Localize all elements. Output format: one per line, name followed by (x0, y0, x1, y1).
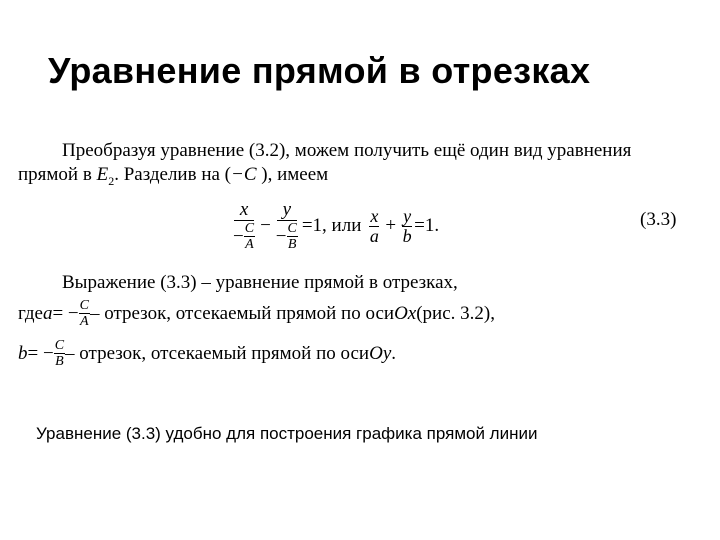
equals-one-or: =1, или (301, 215, 362, 236)
A: A (245, 237, 254, 252)
fraction-C-B (54, 338, 65, 369)
fraction-C-A (79, 298, 90, 329)
para2-line1: Выражение (3.3) – уравнение прямой в отрезках, (62, 272, 458, 293)
fraction-y-b (402, 207, 412, 246)
axis-Ox: Ox (394, 302, 417, 324)
fraction-C-A (244, 221, 255, 252)
slide-title: Уравнение прямой в отрезках (48, 50, 591, 91)
fraction-y (276, 200, 298, 252)
equation-3-3 (230, 200, 439, 252)
para2-line3 (18, 338, 396, 369)
minus-sign: − (275, 225, 287, 247)
C: C (287, 221, 297, 236)
B: B (55, 354, 64, 369)
numerator-x: x (234, 200, 254, 221)
text: = − (27, 342, 54, 364)
text: . (391, 342, 397, 364)
fraction-x-a (369, 207, 379, 246)
C: C (244, 221, 255, 236)
fraction-C-B (287, 221, 298, 252)
text: (рис. 3.2), (416, 302, 495, 324)
text: ), имеем (256, 164, 329, 185)
minus-sign: − (233, 225, 244, 247)
symbol-b: b (18, 342, 28, 364)
text: = − (52, 302, 79, 324)
footer-note: Уравнение (3.3) удобно для построения графика прямой линии (36, 424, 538, 443)
fraction-x (233, 200, 255, 252)
equals-one: =1. (414, 215, 440, 236)
A: A (80, 314, 89, 329)
subscript: 2 (108, 173, 115, 188)
y: y (403, 205, 412, 226)
C: C (79, 298, 89, 313)
symbol-minus-C: −C (231, 164, 257, 185)
para1-line2 (18, 164, 328, 189)
text: . Разделив на ( (114, 164, 231, 185)
para1-line1: Преобразуя уравнение (3.2), можем получить ещё один вид уравнения (62, 140, 632, 161)
denominator (233, 221, 255, 252)
minus-operator: − (260, 215, 271, 236)
para2-line2 (18, 298, 495, 329)
axis-Oy: Oy (369, 342, 392, 364)
text: – отрезок, отсекаемый прямой по оси (65, 342, 370, 364)
a: a (369, 225, 379, 246)
text: прямой в (18, 164, 97, 185)
numerator-y: y (277, 200, 297, 221)
denominator (276, 221, 298, 252)
equation-number: (3.3) (640, 209, 677, 230)
b: b (402, 225, 412, 246)
symbol-a: a (42, 302, 53, 324)
text: где (18, 302, 43, 324)
B: B (287, 237, 297, 252)
text: – отрезок, отсекаемый прямой по оси (89, 302, 395, 324)
x: x (370, 205, 379, 226)
C: C (54, 338, 65, 353)
symbol-E: E (96, 164, 109, 185)
plus-operator: + (385, 215, 397, 236)
